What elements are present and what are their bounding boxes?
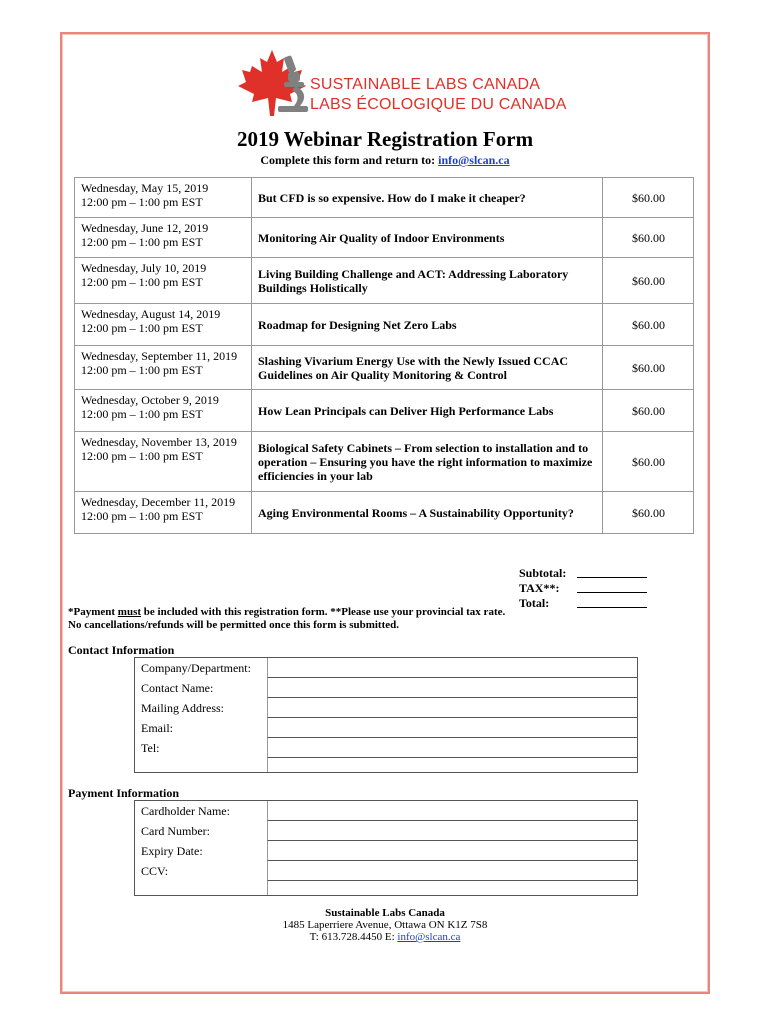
- total-field[interactable]: [577, 596, 647, 608]
- footer-address: 1485 Laperriere Avenue, Ottawa ON K1Z 7S8: [282, 919, 488, 931]
- form-row: [135, 861, 637, 881]
- field-input[interactable]: [267, 738, 637, 758]
- webinar-time-text: 12:00 pm – 1:00 pm EST: [81, 407, 203, 421]
- webinar-date-text: Wednesday, October 9, 2019: [81, 393, 219, 407]
- footer-phone: T: 613.728.4450 E:: [309, 931, 398, 943]
- form-row: [135, 801, 637, 821]
- field-label: Expiry Date:: [141, 844, 203, 858]
- footer-org: Sustainable Labs Canada: [325, 907, 445, 919]
- form-row-spacer: [135, 881, 637, 895]
- form-row: [135, 738, 637, 758]
- field-label-empty: [135, 758, 267, 772]
- subtotal-field[interactable]: [577, 566, 647, 578]
- field-label: Cardholder Name:: [141, 804, 230, 818]
- field-label: CCV:: [141, 864, 169, 878]
- webinar-date-text: Wednesday, December 11, 2019: [81, 495, 236, 509]
- field-label: Mailing Address:: [141, 701, 224, 715]
- webinar-row: [75, 304, 694, 346]
- webinar-price: $60.00: [603, 178, 694, 218]
- webinar-price: $60.00: [603, 258, 694, 304]
- field-input[interactable]: [267, 821, 637, 841]
- email-link[interactable]: info@slcan.ca: [438, 153, 510, 167]
- refund-note: No cancellations/refunds will be permitted once this form is submitted.: [68, 619, 400, 631]
- webinar-date: [75, 432, 252, 492]
- logo-text-english: SUSTAINABLE LABS CANADA: [310, 76, 541, 93]
- form-row: [135, 658, 637, 678]
- webinar-date: [75, 390, 252, 432]
- footer: [0, 907, 770, 943]
- webinar-date-text: Wednesday, June 12, 2019: [81, 221, 209, 235]
- webinar-price: $60.00: [603, 390, 694, 432]
- webinar-time-text: 12:00 pm – 1:00 pm EST: [81, 449, 203, 463]
- webinar-date-text: Wednesday, May 15, 2019: [81, 181, 209, 195]
- field-label-empty: [135, 881, 267, 895]
- field-input[interactable]: [267, 718, 637, 738]
- field-label: Contact Name:: [141, 681, 214, 695]
- field-label: Email:: [141, 721, 173, 735]
- webinar-price: $60.00: [603, 432, 694, 492]
- webinar-time-text: 12:00 pm – 1:00 pm EST: [81, 195, 203, 209]
- contact-heading: Contact Information: [68, 643, 175, 657]
- field-input[interactable]: [267, 801, 637, 821]
- webinar-topic: Aging Environmental Rooms – A Sustainability Opportunity?: [252, 492, 603, 534]
- note-must: must: [117, 606, 142, 618]
- note-rest: be included with this registration form. **Please use your provincial tax rate.: [141, 606, 506, 618]
- payment-note: [68, 606, 505, 632]
- webinar-table: [74, 177, 694, 534]
- field-input[interactable]: [267, 658, 637, 678]
- webinar-row: [75, 346, 694, 390]
- form-row: [135, 698, 637, 718]
- webinar-date: [75, 218, 252, 258]
- webinar-date: [75, 492, 252, 534]
- subtitle-text: Complete this form and return to:: [260, 153, 439, 167]
- form-row: [135, 718, 637, 738]
- logo: [236, 48, 567, 120]
- webinar-row: [75, 258, 694, 304]
- webinar-time-text: 12:00 pm – 1:00 pm EST: [81, 275, 203, 289]
- webinar-price: $60.00: [603, 346, 694, 390]
- webinar-price: $60.00: [603, 304, 694, 346]
- form-row: [135, 678, 637, 698]
- webinar-row: [75, 178, 694, 218]
- webinar-topic: Biological Safety Cabinets – From selection to installation and to operation – Ensuring you have the right information to maximize efficiencies in your lab: [252, 432, 603, 492]
- page-title: 2019 Webinar Registration Form: [236, 127, 534, 151]
- subtitle: [0, 153, 770, 168]
- note-prefix: *Payment: [68, 606, 118, 618]
- webinar-topic: But CFD is so expensive. How do I make it cheaper?: [252, 178, 603, 218]
- total-label: Total:: [519, 596, 550, 610]
- webinar-row: [75, 432, 694, 492]
- field-input[interactable]: [267, 678, 637, 698]
- logo-text-french: LABS ÉCOLOGIQUE DU CANADA: [310, 96, 567, 113]
- footer-email-link[interactable]: info@slcan.ca: [397, 931, 461, 943]
- form-row: [135, 821, 637, 841]
- webinar-time-text: 12:00 pm – 1:00 pm EST: [81, 363, 203, 377]
- tax-label: TAX**:: [519, 581, 560, 595]
- webinar-price: $60.00: [603, 218, 694, 258]
- payment-heading: Payment Information: [68, 786, 179, 800]
- field-input-empty[interactable]: [267, 758, 637, 772]
- field-input-empty[interactable]: [267, 881, 637, 895]
- field-label: Company/Department:: [141, 661, 251, 675]
- subtotal-label: Subtotal:: [519, 566, 567, 580]
- webinar-topic: Slashing Vivarium Energy Use with the Newly Issued CCAC Guidelines on Air Quality Monitoring & Control: [252, 346, 603, 390]
- webinar-row: [75, 492, 694, 534]
- webinar-date: [75, 304, 252, 346]
- webinar-time-text: 12:00 pm – 1:00 pm EST: [81, 321, 203, 335]
- field-input[interactable]: [267, 861, 637, 881]
- webinar-price: $60.00: [603, 492, 694, 534]
- tax-field[interactable]: [577, 581, 647, 593]
- webinar-time-text: 12:00 pm – 1:00 pm EST: [81, 509, 203, 523]
- webinar-row: [75, 390, 694, 432]
- webinar-topic: Monitoring Air Quality of Indoor Environments: [252, 218, 603, 258]
- field-input[interactable]: [267, 698, 637, 718]
- webinar-row: [75, 218, 694, 258]
- webinar-date-text: Wednesday, July 10, 2019: [81, 261, 207, 275]
- webinar-date: [75, 346, 252, 390]
- form-row-spacer: [135, 758, 637, 772]
- field-label: Tel:: [141, 741, 160, 755]
- webinar-time-text: 12:00 pm – 1:00 pm EST: [81, 235, 203, 249]
- form-row: [135, 841, 637, 861]
- footer-contact: [0, 931, 770, 943]
- webinar-date-text: Wednesday, September 11, 2019: [81, 349, 238, 363]
- contact-form: [134, 657, 638, 773]
- webinar-topic: Roadmap for Designing Net Zero Labs: [252, 304, 603, 346]
- totals: [519, 566, 647, 611]
- webinar-date: [75, 258, 252, 304]
- payment-form: [134, 800, 638, 896]
- webinar-date-text: Wednesday, November 13, 2019: [81, 435, 237, 449]
- webinar-topic: How Lean Principals can Deliver High Performance Labs: [252, 390, 603, 432]
- webinar-date-text: Wednesday, August 14, 2019: [81, 307, 221, 321]
- field-input[interactable]: [267, 841, 637, 861]
- webinar-date: [75, 178, 252, 218]
- field-label: Card Number:: [141, 824, 210, 838]
- webinar-topic: Living Building Challenge and ACT: Addressing Laboratory Buildings Holistically: [252, 258, 603, 304]
